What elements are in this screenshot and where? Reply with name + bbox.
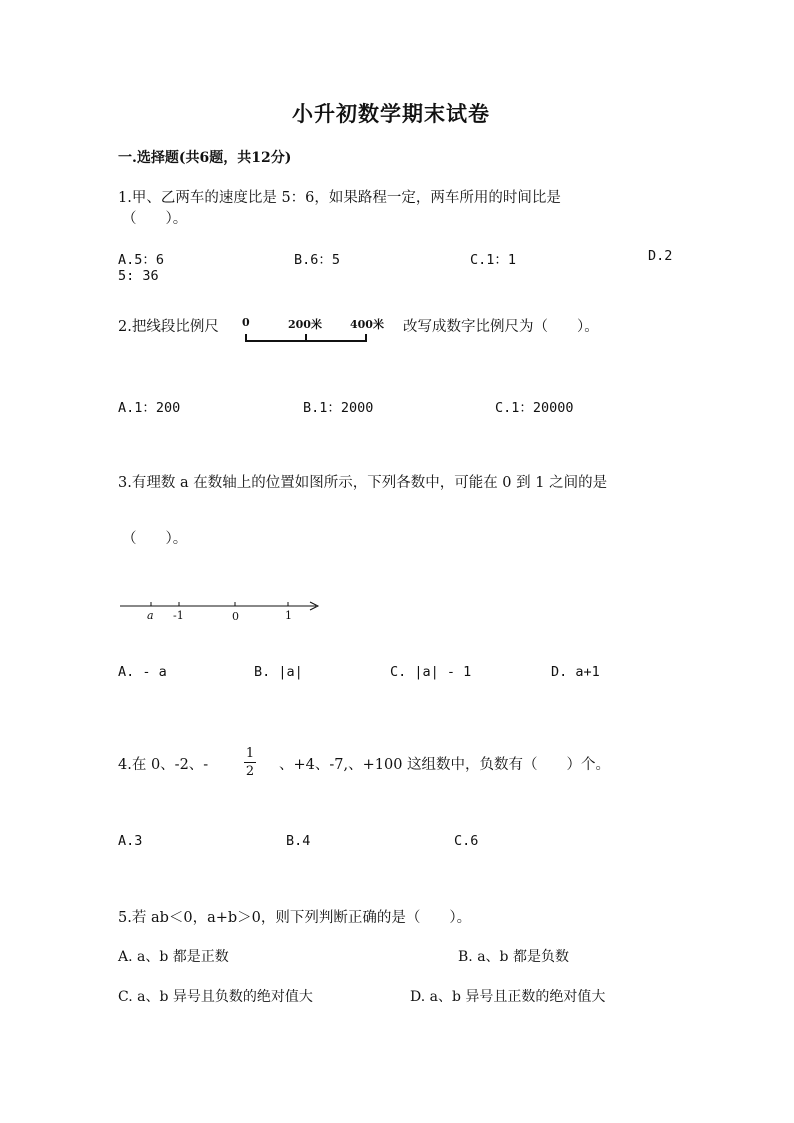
question-4-suffix: 、+4、-7,、+100 这组数中，负数有（ ）个。 (279, 757, 611, 773)
q3-option-a[interactable]: A. - a (118, 664, 167, 680)
q1-option-a[interactable]: A.5：6 (118, 252, 165, 268)
fraction-bar (244, 762, 256, 763)
q3-option-c[interactable]: C. |a| - 1 (390, 664, 472, 680)
section-header: 一.选择题(共6题，共12分) (118, 150, 292, 166)
question-5-text: 5.若 ab＜0，a+b＞0，则下列判断正确的是（ ）。 (118, 910, 472, 926)
q5-option-c[interactable]: C. a、b 异号且负数的绝对值大 (118, 989, 313, 1005)
scale-label-400: 400米 (350, 318, 384, 331)
question-2-suffix: 改写成数字比例尺为（ ）。 (403, 319, 599, 335)
q1-option-c[interactable]: C.1：1 (470, 252, 517, 268)
axis-label-a: a (147, 609, 154, 622)
q4-option-a[interactable]: A.3 (118, 833, 143, 849)
question-1-text: 1.甲、乙两车的速度比是 5：6，如果路程一定，两车所用的时间比是 (118, 190, 561, 206)
q3-option-d[interactable]: D. a+1 (551, 664, 600, 680)
question-4-text: 4.在 0、-2、- (118, 757, 209, 773)
q1-option-d-wrap: 5: 36 (118, 268, 159, 284)
q5-option-d[interactable]: D. a、b 异号且正数的绝对值大 (410, 989, 606, 1005)
question-2-text: 2.把线段比例尺 (118, 319, 219, 335)
question-1-blank: （ ）。 (122, 211, 188, 227)
fraction-numerator: 1 (245, 746, 255, 761)
q1-option-b[interactable]: B.6：5 (294, 252, 341, 268)
q4-option-b[interactable]: B.4 (286, 833, 311, 849)
axis-label-neg1: -1 (173, 609, 184, 622)
q2-option-c[interactable]: C.1：20000 (495, 400, 574, 416)
question-3-text: 3.有理数 a 在数轴上的位置如图所示，下列各数中，可能在 0 到 1 之间的是 (118, 475, 608, 491)
q2-option-b[interactable]: B.1：2000 (303, 400, 374, 416)
page-title: 小升初数学期末试卷 (292, 101, 490, 126)
scale-label-0: 0 (242, 316, 250, 329)
q5-option-a[interactable]: A. a、b 都是正数 (118, 949, 229, 965)
fraction-one-half (242, 746, 258, 779)
fraction-denominator: 2 (245, 764, 255, 779)
question-3-blank: （ ）。 (122, 531, 188, 547)
axis-label-0: 0 (232, 610, 239, 623)
q4-option-c[interactable]: C.6 (454, 833, 479, 849)
scale-label-200: 200米 (288, 318, 322, 331)
q2-option-a[interactable]: A.1：200 (118, 400, 181, 416)
q3-option-b[interactable]: B. |a| (254, 664, 303, 680)
scale-bar (240, 330, 372, 346)
axis-label-1: 1 (285, 609, 292, 622)
q5-option-b[interactable]: B. a、b 都是负数 (458, 949, 569, 965)
q1-option-d[interactable]: D.2 (648, 248, 673, 264)
